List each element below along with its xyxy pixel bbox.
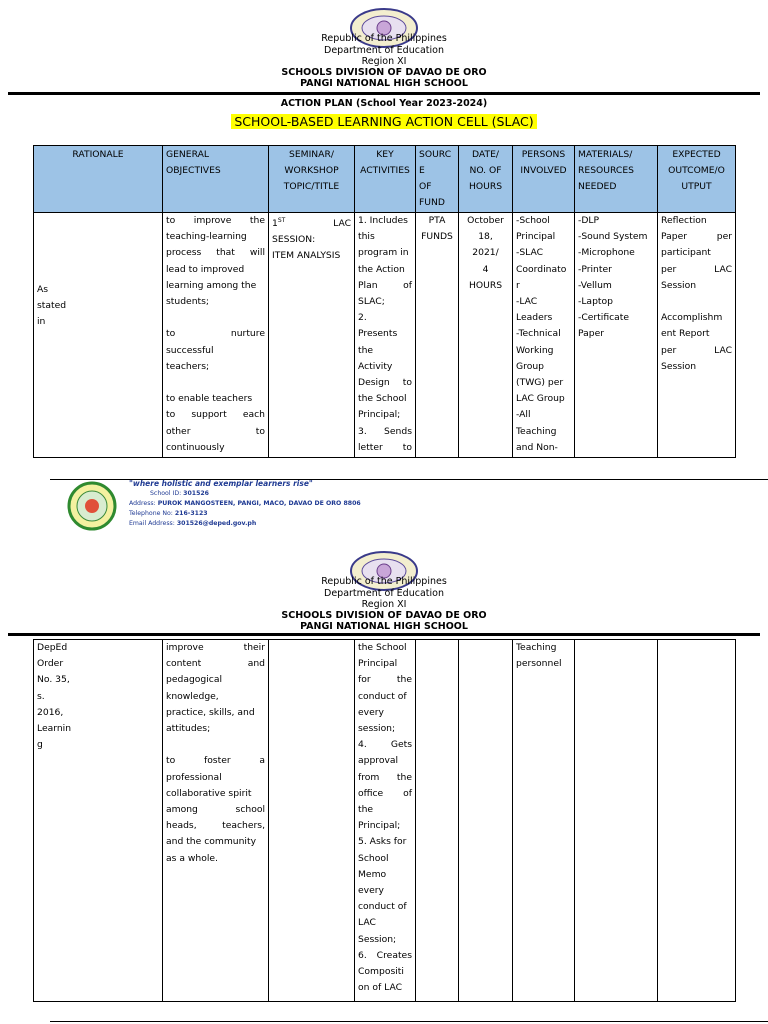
- region-text: Region XI: [361, 599, 407, 610]
- table-row: [34, 213, 736, 458]
- persons-cell: -School Principal -SLAC Coordinato r -LAC Leaders -Technical Working Group (TWG) per LAC Group -All Teaching and Non-: [513, 213, 575, 458]
- republic-text: Republic of the Philippines: [321, 33, 447, 44]
- footer-school-id: School ID: 301526: [150, 490, 209, 497]
- region-text: Region XI: [361, 56, 407, 67]
- header-activities: KEY ACTIVITIES: [355, 146, 416, 213]
- date-cell: [459, 640, 513, 1002]
- action-plan-table-page1: [33, 145, 736, 458]
- header-seminar: SEMINAR/ WORKSHOP TOPIC/TITLE: [269, 146, 355, 213]
- outcome-cell: [658, 640, 736, 1002]
- footer-address: Address: PUROK MANGOSTEEN, PANGI, MACO, DAVAO DE ORO 8806: [129, 500, 361, 507]
- header-rule: [8, 92, 760, 95]
- republic-text: Republic of the Philippines: [321, 576, 447, 587]
- header-outcome: EXPECTED OUTCOME/O UTPUT: [658, 146, 736, 213]
- materials-cell: -DLP -Sound System -Microphone -Printer -Vellum -Laptop -Certificate Paper: [575, 213, 658, 458]
- footer-quote: "where holistic and exemplar learners rise": [129, 479, 313, 488]
- activities-cell: 1. Includes this program in the Action Plan of SLAC; 2. Presents the Activity Design to the School Principal; 3. Sends letter to: [355, 213, 416, 458]
- objectives-cell: improve their content and pedagogical knowledge, practice, skills, and attitudes; to foster a professional collaborative spirit among school heads, teachers, and the community as a whole.: [163, 640, 269, 1002]
- rationale-cell: DepEd Order No. 35, s. 2016, Learnin g: [34, 640, 163, 1002]
- seminar-cell: 1ST LAC SESSION: ITEM ANALYSIS: [269, 213, 355, 458]
- school-logo-icon: [62, 481, 122, 531]
- table-row: [34, 640, 736, 1002]
- activities-cell: the School Principal for the conduct of every session; 4. Gets approval from the office of the Principal; 5. Asks for School Memo every conduct of LAC Session; 6. Creates Compositi on of LAC: [355, 640, 416, 1002]
- source-cell: [416, 640, 459, 1002]
- header-objectives: GENERAL OBJECTIVES: [163, 146, 269, 213]
- action-plan-table-page2: [33, 639, 736, 1002]
- header-source: SOURC E OF FUND: [416, 146, 459, 213]
- header-rule: [8, 633, 760, 636]
- department-text: Department of Education: [324, 44, 444, 56]
- division-text: SCHOOLS DIVISION OF DAVAO DE ORO: [281, 67, 487, 78]
- header-persons: PERSONS INVOLVED: [513, 146, 575, 213]
- school-name-text: PANGI NATIONAL HIGH SCHOOL: [300, 78, 468, 89]
- outcome-cell: Reflection Paper per participant per LAC Session Accomplishm ent Report per LAC Session: [658, 213, 736, 458]
- footer-phone: Telephone No: 216-3123: [129, 510, 208, 517]
- rationale-cell: As stated in: [34, 213, 163, 458]
- table-header-row: [34, 146, 736, 213]
- plan-subtitle: SCHOOL-BASED LEARNING ACTION CELL (SLAC): [231, 114, 536, 129]
- materials-cell: [575, 640, 658, 1002]
- footer-rule: [50, 1021, 768, 1022]
- header-materials: MATERIALS/ RESOURCES NEEDED: [575, 146, 658, 213]
- header-rationale: RATIONALE: [34, 146, 163, 213]
- plan-title: ACTION PLAN (School Year 2023-2024): [280, 98, 488, 109]
- seminar-cell: [269, 640, 355, 1002]
- department-text: Department of Education: [324, 587, 444, 599]
- footer-email: Email Address: 301526@deped.gov.ph: [129, 520, 257, 527]
- school-name-text: PANGI NATIONAL HIGH SCHOOL: [300, 621, 468, 632]
- header-date: DATE/ NO. OF HOURS: [459, 146, 513, 213]
- division-text: SCHOOLS DIVISION OF DAVAO DE ORO: [281, 610, 487, 621]
- date-cell: October 18, 2021/ 4 HOURS: [459, 213, 513, 458]
- source-cell: PTA FUNDS: [416, 213, 459, 458]
- objectives-cell: to improve the teaching-learning process that will lead to improved learning among the students; to nurture successful teachers; to enable teachers to support each other to continuously: [163, 213, 269, 458]
- persons-cell: Teaching personnel: [513, 640, 575, 1002]
